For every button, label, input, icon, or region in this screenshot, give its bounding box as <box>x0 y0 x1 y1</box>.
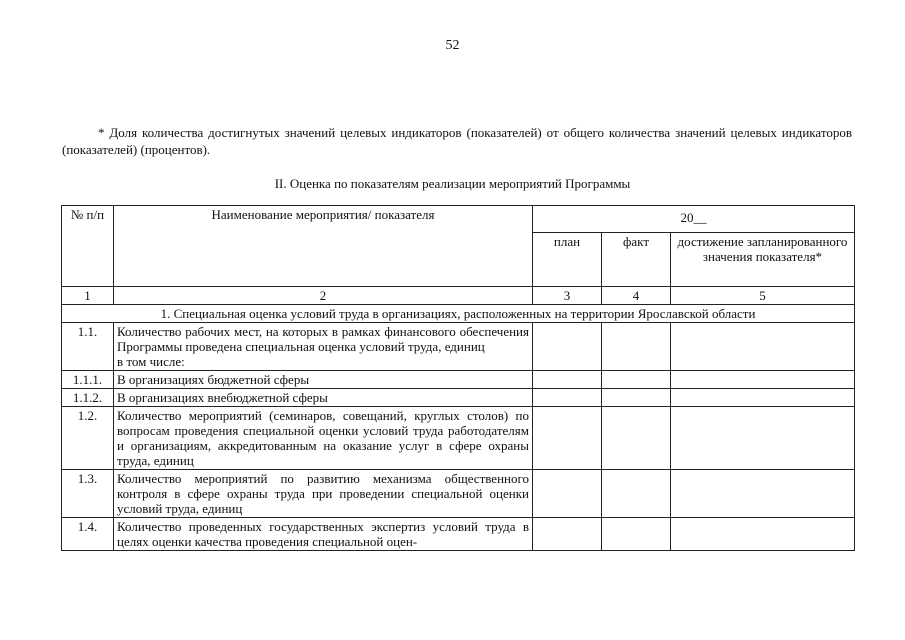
column-index: 4 <box>602 287 671 305</box>
row-name: Количество проведенных государственных экспертиз условий труда в целях оценки качества проведения специальной оцен- <box>114 518 533 551</box>
section-row <box>62 305 855 323</box>
table-row <box>62 323 855 371</box>
row-name: Количество мероприятий (семинаров, совещаний, круглых столов) по вопросам проведения специальной оценки условий труда работодателям и организациям, аккредитованным на оказание услуг в сфере охраны труда, единиц <box>114 407 533 470</box>
section-1-heading: 1. Специальная оценка условий труда в организациях, расположенных на территории Ярославской области <box>62 305 855 323</box>
row-number: 1.1.1. <box>62 371 114 389</box>
column-index: 5 <box>671 287 855 305</box>
row-achievement <box>671 470 855 518</box>
row-plan <box>533 407 602 470</box>
row-achievement <box>671 407 855 470</box>
row-achievement <box>671 323 855 371</box>
header-num: № п/п <box>62 206 114 287</box>
row-number: 1.1.2. <box>62 389 114 407</box>
table-row <box>62 389 855 407</box>
row-plan <box>533 389 602 407</box>
row-fact <box>602 323 671 371</box>
header-year: 20__ <box>533 206 855 233</box>
table-row <box>62 407 855 470</box>
row-name-extra: в том числе: <box>117 354 185 369</box>
row-name-text: Количество рабочих мест, на которых в рамках финансового обеспечения Программы проведена специальная оценка условий труда, единиц <box>117 324 529 354</box>
row-plan <box>533 470 602 518</box>
row-fact <box>602 470 671 518</box>
row-fact <box>602 407 671 470</box>
row-name: Количество мероприятий по развитию механизма общественного контроля в сфере охраны труда при проведении специальной оценки условий труда, единиц <box>114 470 533 518</box>
column-index-row <box>62 287 855 305</box>
column-index: 1 <box>62 287 114 305</box>
row-number: 1.2. <box>62 407 114 470</box>
table-row <box>62 371 855 389</box>
column-index: 2 <box>114 287 533 305</box>
row-number: 1.4. <box>62 518 114 551</box>
header-name: Наименование мероприятия/ показателя <box>114 206 533 287</box>
footnote <box>62 124 852 158</box>
indicators-table <box>61 205 855 551</box>
row-name: В организациях бюджетной сферы <box>114 371 533 389</box>
section-title: II. Оценка по показателям реализации мероприятий Программы <box>274 176 631 191</box>
header-achievement: достижение запланированного значения показателя* <box>671 233 855 287</box>
footnote-text: * Доля количества достигнутых значений целевых индикаторов (показателей) от общего количества значений целевых индикаторов (показателей) (процентов). <box>62 125 852 157</box>
row-plan <box>533 371 602 389</box>
header-plan: план <box>533 233 602 287</box>
row-fact <box>602 389 671 407</box>
row-achievement <box>671 518 855 551</box>
row-name <box>114 323 533 371</box>
page-number: 52 <box>445 38 460 53</box>
row-fact <box>602 518 671 551</box>
row-fact <box>602 371 671 389</box>
table-row <box>62 470 855 518</box>
table-row <box>62 518 855 551</box>
row-achievement <box>671 371 855 389</box>
header-fact: факт <box>602 233 671 287</box>
header-row <box>62 206 855 233</box>
row-plan <box>533 323 602 371</box>
row-plan <box>533 518 602 551</box>
row-achievement <box>671 389 855 407</box>
row-number: 1.1. <box>62 323 114 371</box>
column-index: 3 <box>533 287 602 305</box>
row-name: В организациях внебюджетной сферы <box>114 389 533 407</box>
row-number: 1.3. <box>62 470 114 518</box>
